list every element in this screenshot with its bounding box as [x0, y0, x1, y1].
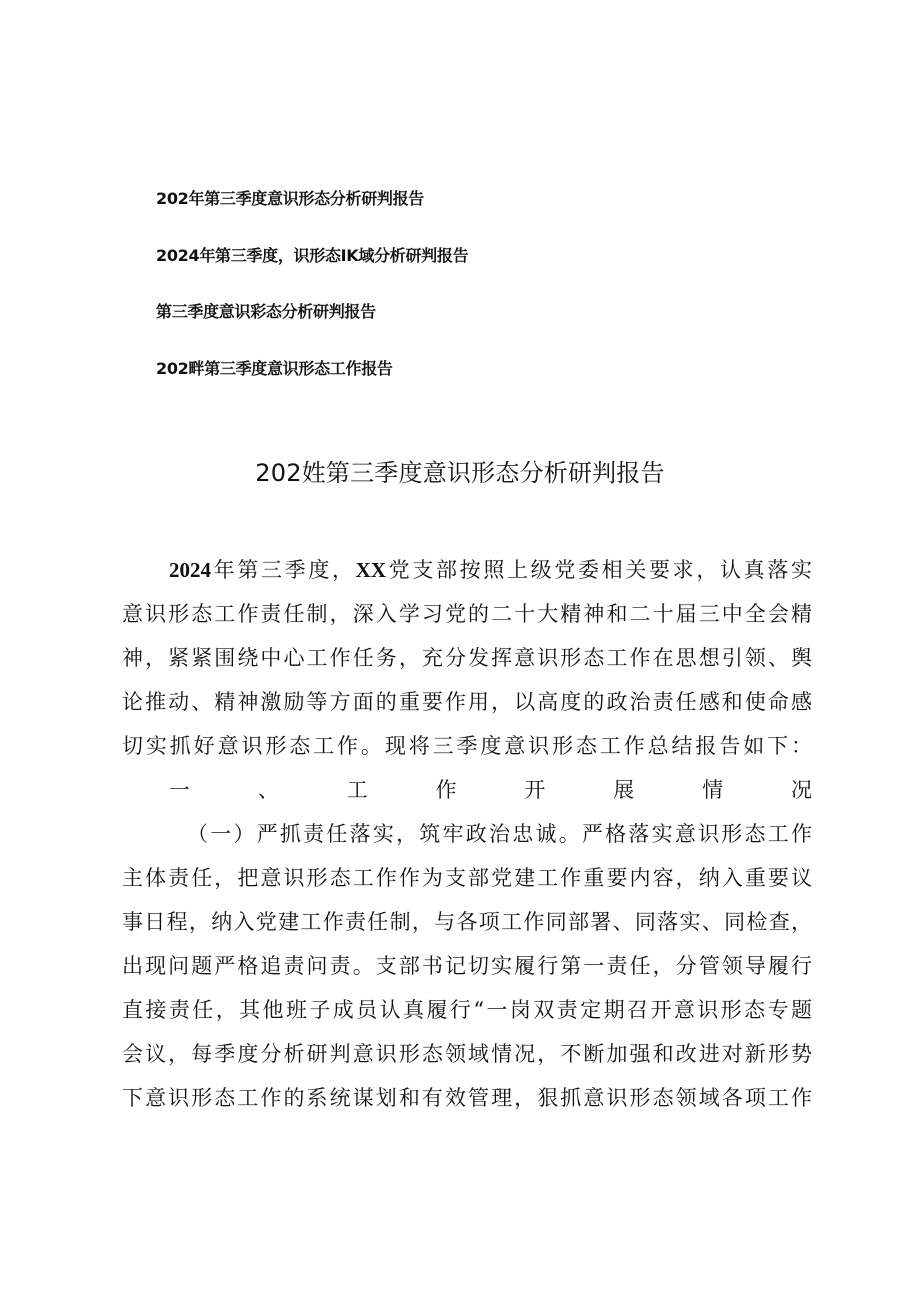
paragraph-line: 下意识形态工作的系统谋划和有效管理，狠抓意识形态领域各项工作: [122, 1086, 812, 1110]
paragraph-line: 直接责任，其他班子成员认真履行“一岗双责定期召开意识形态专题: [122, 998, 812, 1022]
section-heading: [169, 768, 812, 812]
document-title: 202姓第三季度意识形态分析研判报告: [255, 459, 665, 487]
heading-text: 一、工作开展情况: [169, 778, 812, 802]
toc-item[interactable]: 202畔第三季度意识形态工作报告: [156, 358, 393, 378]
paragraph-line: 出现问题严格追责问责。支部书记切实履行第一责任，分管领导履行: [122, 954, 812, 978]
paragraph-intro: [122, 548, 813, 768]
paragraph-line: 论推动、精神激励等方面的重要作用，以高度的政治责任感和使命感: [122, 690, 812, 714]
toc-item[interactable]: 2024年第三季度，识形态IK域分析研判报告: [156, 245, 469, 265]
toc-item[interactable]: 202年第三季度意识形态分析研判报告: [156, 189, 424, 208]
table-of-contents: [156, 186, 856, 412]
document-body: [122, 548, 813, 1120]
paragraph-section-1: [122, 812, 812, 1120]
paragraph-line: 神，紧紧围绕中心工作任务，充分发挥意识形态工作在思想引领、舆: [122, 646, 812, 670]
paragraph-line: 意识形态工作责任制，深入学习党的二十大精神和二十届三中全会精: [122, 602, 812, 626]
paragraph-line: 切实抓好意识形态工作。现将三季度意识形态工作总结报告如下：: [122, 734, 812, 758]
paragraph-line: 主体责任，把意识形态工作作为支部党建工作重要内容，纳入重要议: [122, 866, 812, 890]
paragraph-line: 2024年第三季度，XX党支部按照上级党委相关要求，认真落实: [169, 558, 813, 582]
paragraph-line: （一）严抓责任落实，筑牢政治忠诚。严格落实意识形态工作: [187, 822, 812, 846]
paragraph-line: 事日程，纳入党建工作责任制，与各项工作同部署、同落实、同检查，: [122, 910, 812, 934]
toc-item[interactable]: 第三季度意识彩态分析研判报告: [156, 302, 376, 321]
paragraph-line: 会议，每季度分析研判意识形态领域情况，不断加强和改进对新形势: [122, 1042, 812, 1066]
